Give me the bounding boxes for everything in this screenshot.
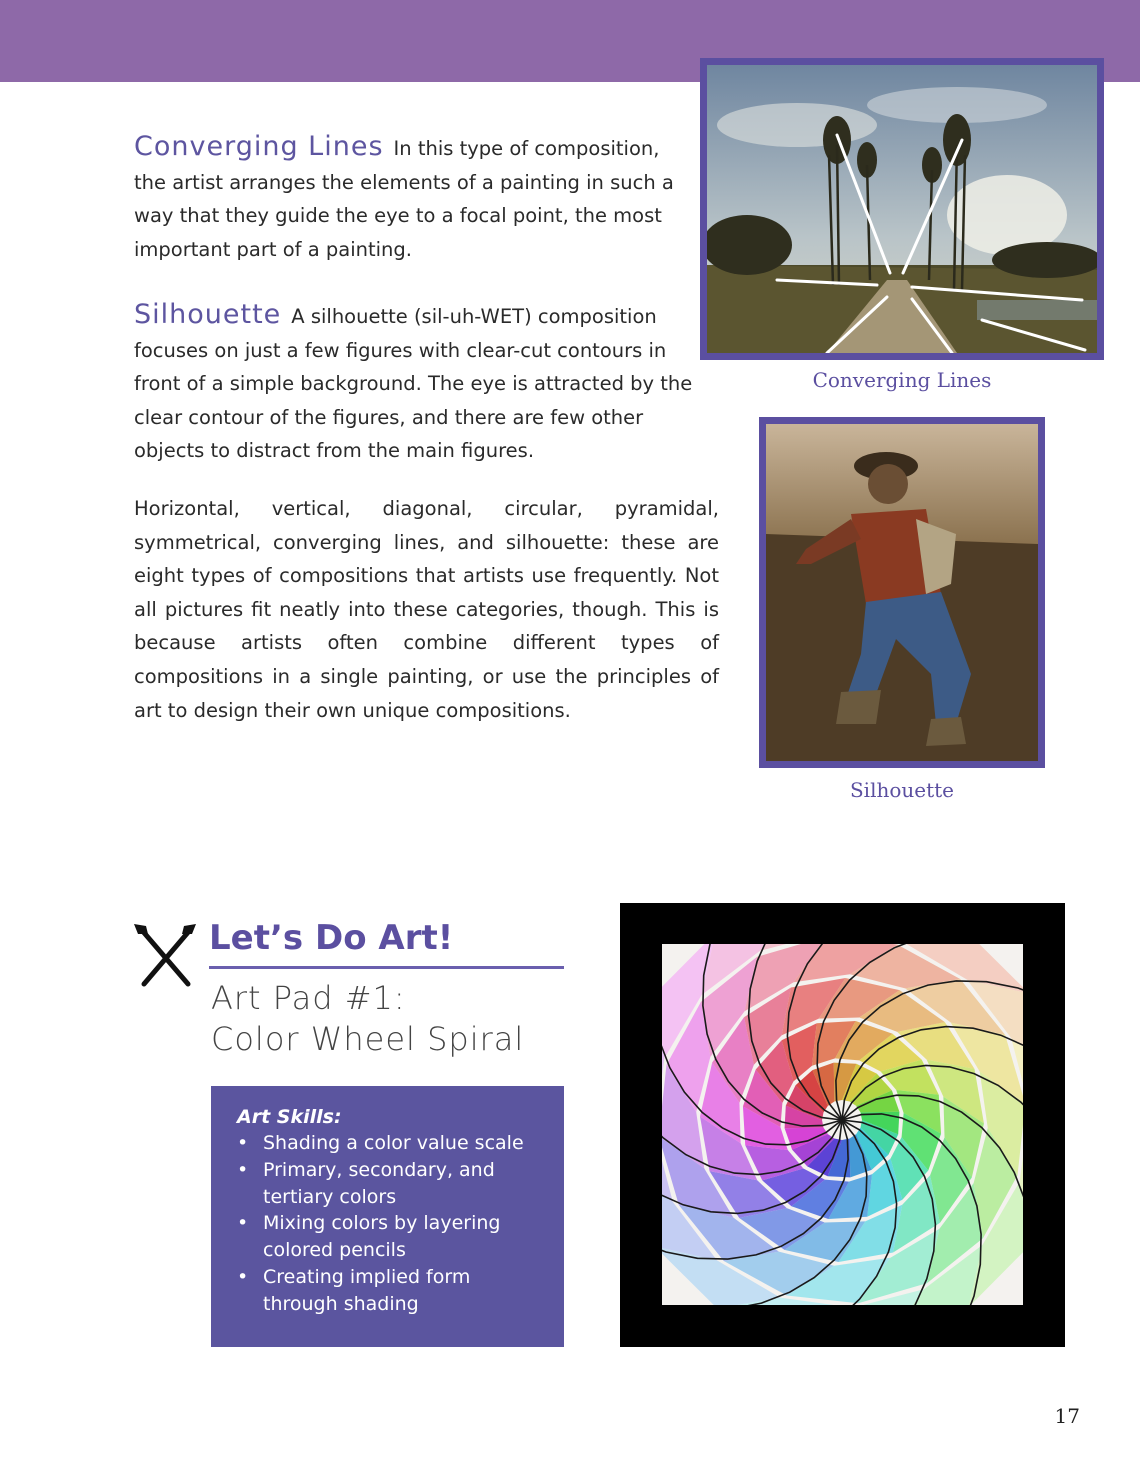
silhouette-paragraph [134,298,694,468]
activity-subtitle-line1: Art Pad #1: [211,979,406,1017]
activity-subtitle [211,978,524,1060]
page-number: 17 [1054,1404,1080,1428]
converging-lines-paragraph [134,130,694,266]
converging-lines-term: Converging Lines [134,131,384,162]
skill-item: • Shading a color value scale [237,1130,546,1157]
art-skills-title: Art Skills: [237,1106,342,1128]
converging-lines-image [700,58,1104,360]
summary-paragraph: Horizontal, vertical, diagonal, circular, pyramidal, symmetrical, converging lines, and silhouette: these are eight types of compositions that artists use frequently. Not all pictures fit neatly into these categories, though. This is because artists often combine different types of compositions in a single painting, or use the principles of art to design their own unique compositions. [134,497,719,722]
silhouette-text: A silhouette (sil-uh-WET) composition focuses on just a few figures with clear-cut contours in front of a simple background. The eye is attracted by the clear contour of the figures, and there are few other objects to distract from the main figures. [134,305,693,463]
silhouette-caption: Silhouette [849,778,955,802]
crossed-brushes-icon [132,922,198,990]
converging-lines-caption: Converging Lines [812,368,992,392]
silhouette-term: Silhouette [134,299,282,330]
silhouette-image [759,417,1045,768]
activity-subtitle-line2: Color Wheel Spiral [211,1020,525,1058]
skill-item: • Creating implied form through shading [237,1264,546,1318]
activity-heading: Let’s Do Art! [209,918,454,958]
converging-lines-text: In this type of composition, the artist arranges the elements of a painting in such a way that they guide the eye to a focal point, the most important part of a painting. [134,137,674,261]
color-wheel-spiral-image [620,903,1065,1347]
skill-item: • Mixing colors by layering colored pencils [237,1210,546,1264]
art-skills-box [211,1086,564,1347]
art-skills-list [237,1130,546,1318]
heading-divider [209,966,564,969]
skill-item: • Primary, secondary, and tertiary colors [237,1157,546,1211]
